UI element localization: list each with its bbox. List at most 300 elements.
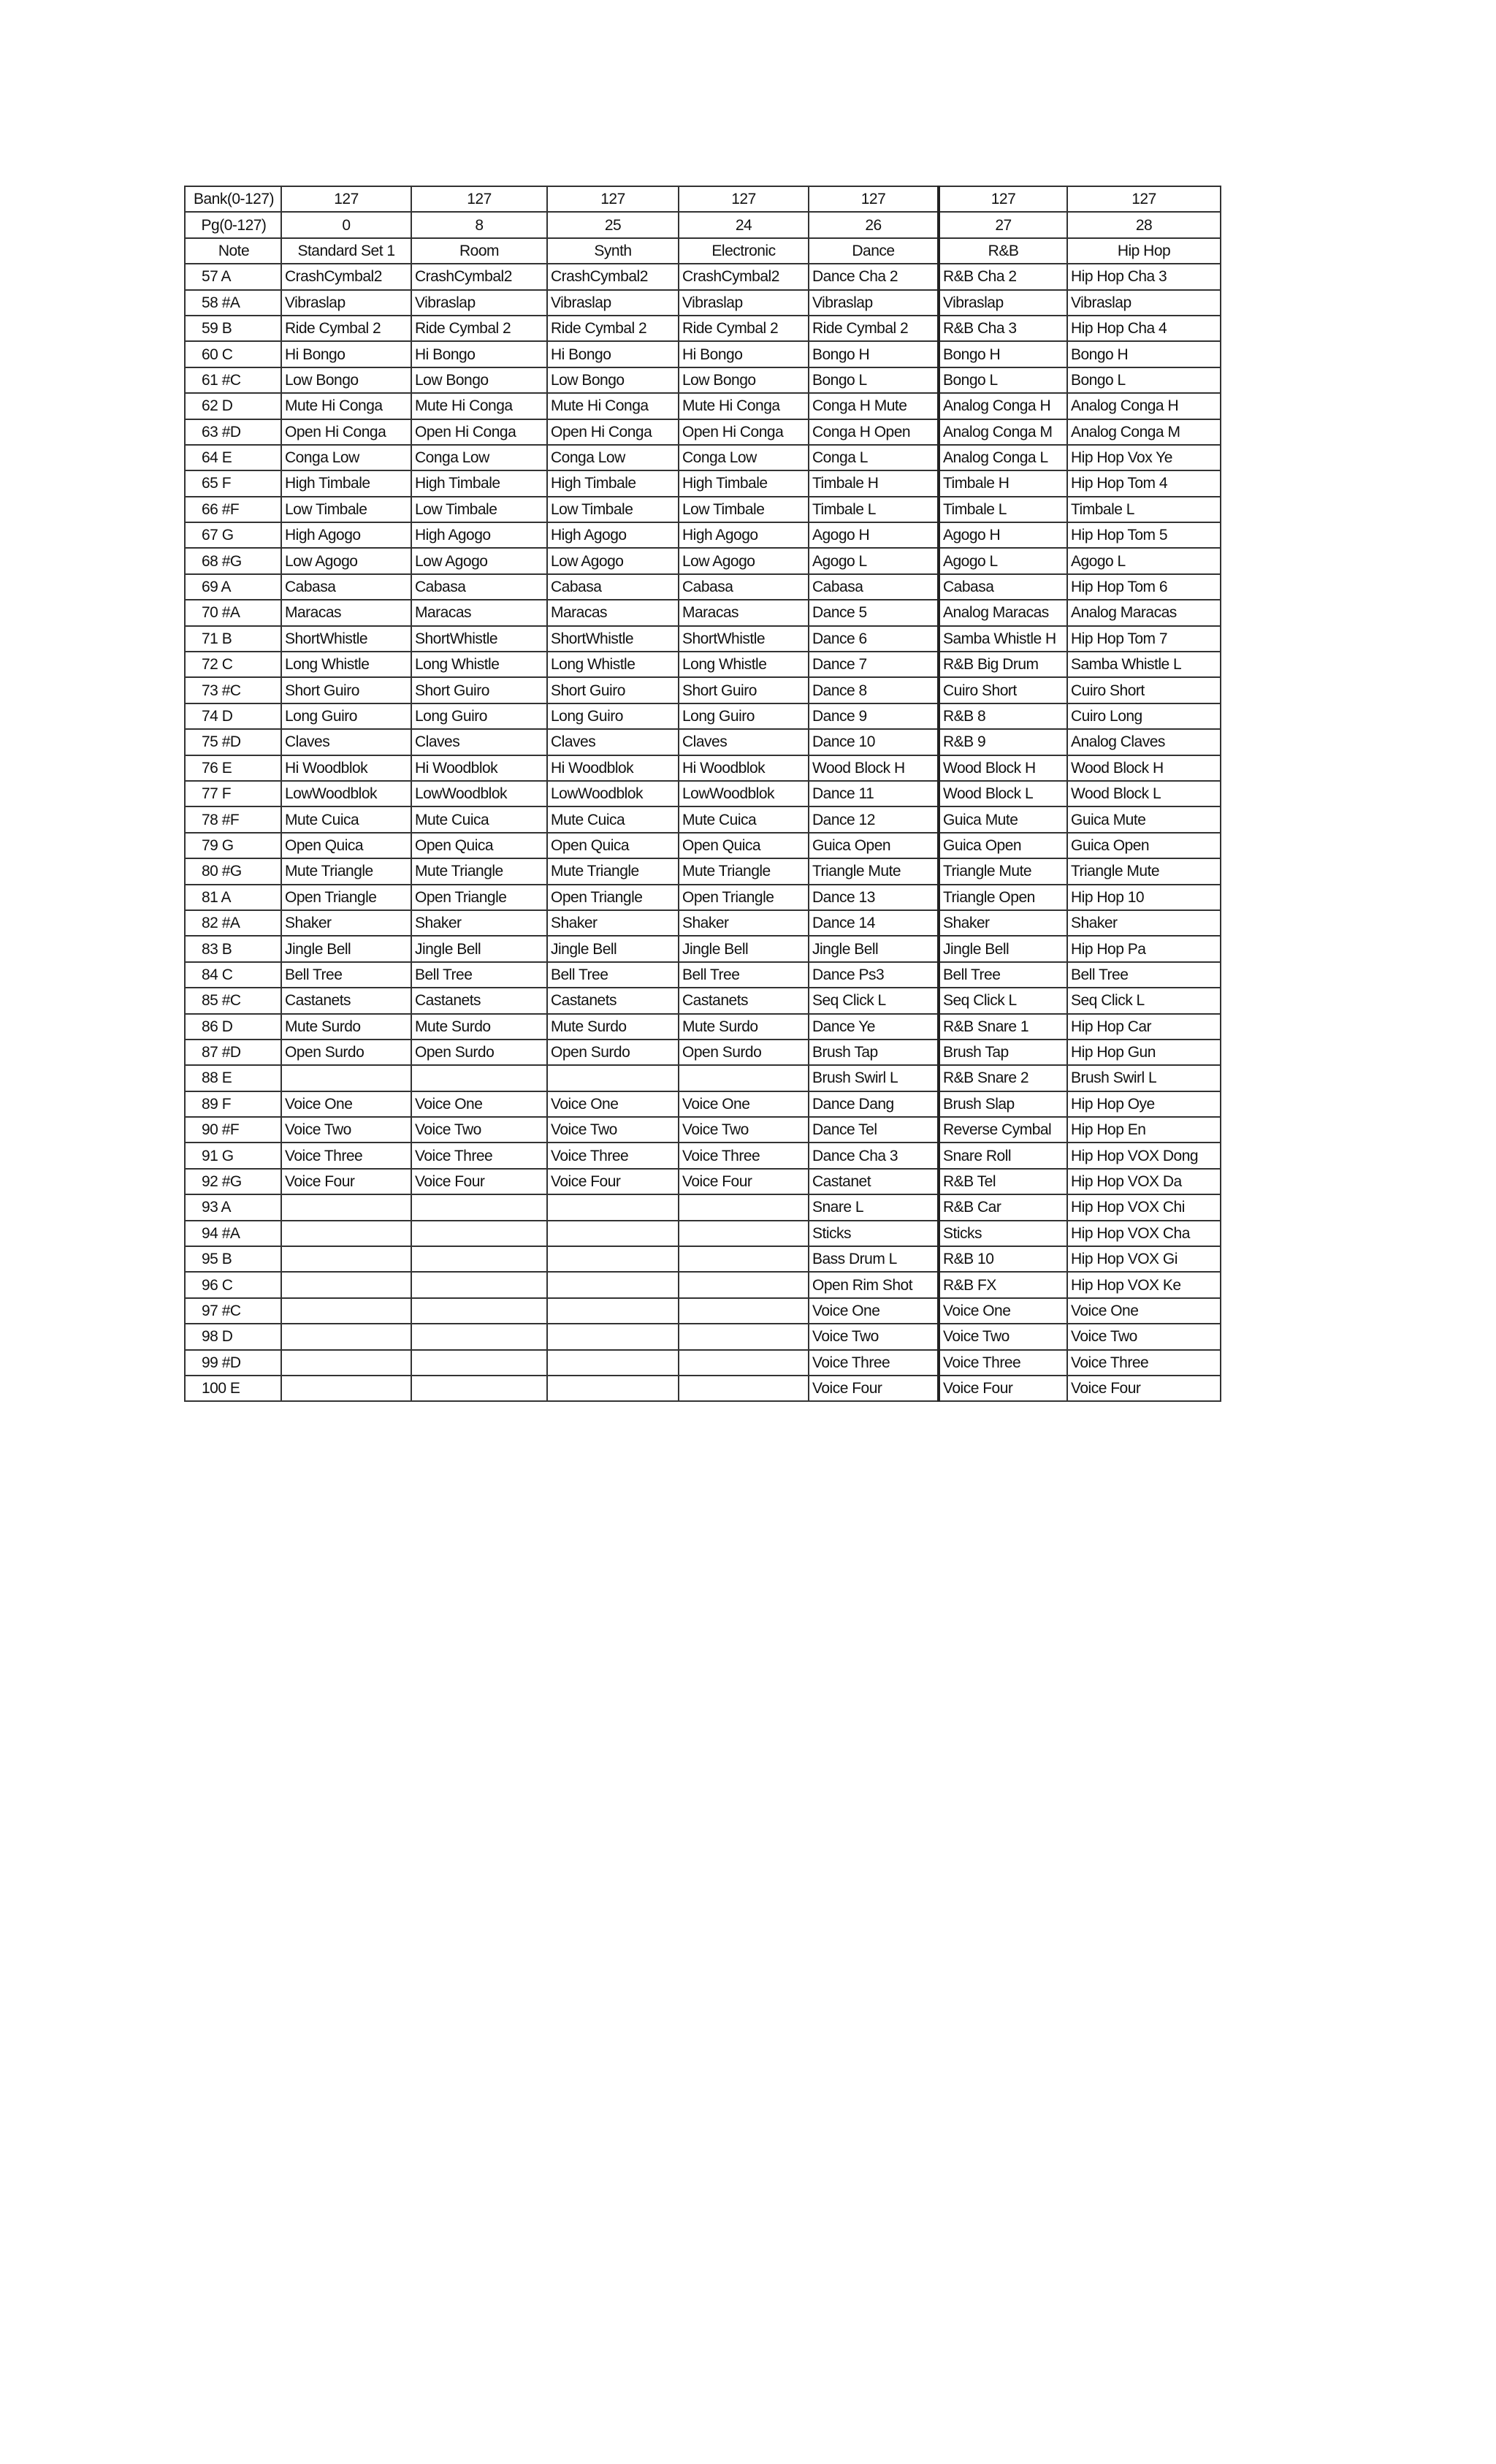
sound-cell: Timbale L: [939, 497, 1067, 522]
note-cell: 59 B: [185, 316, 281, 341]
sound-cell: Short Guiro: [547, 677, 679, 703]
sound-cell: Wood Block H: [1067, 755, 1221, 781]
sound-cell: Claves: [281, 729, 411, 755]
sound-cell: Open Surdo: [281, 1040, 411, 1065]
sound-cell: Voice Four: [547, 1169, 679, 1194]
sound-cell: Timbale L: [1067, 497, 1221, 522]
sound-cell: Analog Conga H: [939, 393, 1067, 419]
table-row: [185, 781, 1221, 806]
sound-cell: Voice Four: [1067, 1376, 1221, 1401]
sound-cell: Jingle Bell: [679, 936, 809, 961]
sound-cell: Bell Tree: [679, 962, 809, 988]
sound-cell: Voice Two: [939, 1324, 1067, 1349]
sound-cell: R&B Snare 1: [939, 1014, 1067, 1040]
sound-cell: Ride Cymbal 2: [281, 316, 411, 341]
sound-cell: Hi Woodblok: [411, 755, 547, 781]
sound-cell: R&B 9: [939, 729, 1067, 755]
sound-cell: Open Triangle: [411, 885, 547, 910]
sound-cell: R&B Cha 3: [939, 316, 1067, 341]
sound-cell: High Timbale: [281, 470, 411, 496]
sound-cell: Dance 9: [809, 703, 939, 729]
sound-cell: Dance 14: [809, 910, 939, 936]
sound-cell: Open Quica: [679, 833, 809, 858]
table-row: [185, 988, 1221, 1013]
note-cell: 64 E: [185, 445, 281, 470]
sound-cell: Dance Cha 3: [809, 1143, 939, 1168]
sound-cell: Hip Hop VOX Da: [1067, 1169, 1221, 1194]
sound-cell: Low Bongo: [281, 367, 411, 393]
sound-cell: CrashCymbal2: [281, 264, 411, 289]
sound-cell: Hi Bongo: [281, 341, 411, 367]
sound-cell: Hip Hop VOX Ke: [1067, 1272, 1221, 1297]
program-row: [185, 212, 1221, 237]
sound-cell: Voice Three: [1067, 1350, 1221, 1376]
sound-cell: Long Guiro: [281, 703, 411, 729]
sound-cell: Voice One: [547, 1091, 679, 1117]
note-cell: 91 G: [185, 1143, 281, 1168]
sound-cell: Vibraslap: [679, 290, 809, 316]
sound-cell: Seq Click L: [939, 988, 1067, 1013]
table-row: [185, 548, 1221, 573]
sound-cell: [411, 1246, 547, 1272]
header-cell: Standard Set 1: [281, 238, 411, 264]
sound-cell: Dance 5: [809, 600, 939, 625]
note-cell: 96 C: [185, 1272, 281, 1297]
sound-cell: [679, 1324, 809, 1349]
sound-cell: Long Whistle: [679, 652, 809, 677]
sound-cell: Mute Hi Conga: [547, 393, 679, 419]
sound-cell: Agogo H: [939, 522, 1067, 548]
sound-cell: Low Bongo: [547, 367, 679, 393]
sound-cell: CrashCymbal2: [547, 264, 679, 289]
sound-cell: Long Whistle: [547, 652, 679, 677]
note-cell: 62 D: [185, 393, 281, 419]
header-cell: 127: [411, 186, 547, 212]
sound-cell: Open Hi Conga: [679, 419, 809, 445]
sound-cell: Low Timbale: [679, 497, 809, 522]
sound-cell: Voice Three: [809, 1350, 939, 1376]
sound-cell: Cabasa: [547, 574, 679, 600]
sound-cell: Cuiro Short: [1067, 677, 1221, 703]
header-cell: 127: [939, 186, 1067, 212]
sound-cell: High Agogo: [547, 522, 679, 548]
note-cell: 71 B: [185, 626, 281, 652]
note-cell: 76 E: [185, 755, 281, 781]
sound-cell: Mute Triangle: [281, 858, 411, 884]
sound-cell: Snare L: [809, 1194, 939, 1220]
sound-cell: Hi Woodblok: [679, 755, 809, 781]
sound-cell: Analog Conga L: [939, 445, 1067, 470]
sound-cell: Dance 13: [809, 885, 939, 910]
sound-cell: Agogo L: [809, 548, 939, 573]
sound-cell: High Agogo: [679, 522, 809, 548]
table-row: [185, 1376, 1221, 1401]
sound-cell: Wood Block H: [809, 755, 939, 781]
sound-cell: Voice Three: [939, 1350, 1067, 1376]
sound-cell: Mute Hi Conga: [679, 393, 809, 419]
row-label-cell: Pg(0-127): [185, 212, 281, 237]
sound-cell: Low Timbale: [281, 497, 411, 522]
sound-cell: Hip Hop Cha 3: [1067, 264, 1221, 289]
sound-cell: Cabasa: [281, 574, 411, 600]
note-cell: 92 #G: [185, 1169, 281, 1194]
sound-cell: LowWoodblok: [411, 781, 547, 806]
sound-cell: Seq Click L: [809, 988, 939, 1013]
sound-cell: Low Agogo: [679, 548, 809, 573]
table-row: [185, 1194, 1221, 1220]
sound-cell: Mute Surdo: [281, 1014, 411, 1040]
sound-cell: [411, 1376, 547, 1401]
sound-cell: Guica Open: [939, 833, 1067, 858]
sound-cell: Hi Bongo: [411, 341, 547, 367]
sound-cell: Claves: [547, 729, 679, 755]
sound-cell: Open Hi Conga: [411, 419, 547, 445]
sound-cell: Voice Three: [411, 1143, 547, 1168]
sound-cell: Conga L: [809, 445, 939, 470]
sound-cell: LowWoodblok: [547, 781, 679, 806]
header-cell: Dance: [809, 238, 939, 264]
sound-cell: Vibraslap: [1067, 290, 1221, 316]
table-row: [185, 1246, 1221, 1272]
sound-cell: Voice One: [939, 1298, 1067, 1324]
sound-cell: Conga H Open: [809, 419, 939, 445]
sound-cell: Open Rim Shot: [809, 1272, 939, 1297]
sound-cell: Mute Surdo: [679, 1014, 809, 1040]
sound-cell: [547, 1194, 679, 1220]
sound-cell: Low Agogo: [281, 548, 411, 573]
sound-cell: Castanets: [281, 988, 411, 1013]
sound-cell: Bongo L: [809, 367, 939, 393]
table-row: [185, 341, 1221, 367]
sound-cell: Open Surdo: [411, 1040, 547, 1065]
header-cell: Synth: [547, 238, 679, 264]
sound-cell: Castanets: [547, 988, 679, 1013]
header-cell: 0: [281, 212, 411, 237]
sound-cell: Castanet: [809, 1169, 939, 1194]
sound-cell: Samba Whistle H: [939, 626, 1067, 652]
note-cell: 66 #F: [185, 497, 281, 522]
sound-cell: Maracas: [547, 600, 679, 625]
sound-cell: Guica Open: [809, 833, 939, 858]
sound-cell: Jingle Bell: [547, 936, 679, 961]
header-cell: 127: [809, 186, 939, 212]
sound-cell: Sticks: [939, 1221, 1067, 1246]
table-row: [185, 522, 1221, 548]
note-cell: 58 #A: [185, 290, 281, 316]
table-row: [185, 910, 1221, 936]
table-row: [185, 470, 1221, 496]
note-cell: 80 #G: [185, 858, 281, 884]
drum-kit-table-body: [185, 186, 1221, 1401]
sound-cell: High Timbale: [547, 470, 679, 496]
sound-cell: [547, 1376, 679, 1401]
sound-cell: Bongo H: [1067, 341, 1221, 367]
note-cell: 100 E: [185, 1376, 281, 1401]
sound-cell: R&B Car: [939, 1194, 1067, 1220]
sound-cell: [547, 1350, 679, 1376]
sound-cell: Maracas: [411, 600, 547, 625]
sound-cell: R&B FX: [939, 1272, 1067, 1297]
sound-cell: Vibraslap: [547, 290, 679, 316]
table-row: [185, 755, 1221, 781]
sound-cell: Analog Conga M: [1067, 419, 1221, 445]
sound-cell: Analog Claves: [1067, 729, 1221, 755]
note-cell: 73 #C: [185, 677, 281, 703]
sound-cell: Analog Maracas: [1067, 600, 1221, 625]
sound-cell: [411, 1324, 547, 1349]
table-row: [185, 316, 1221, 341]
table-row: [185, 497, 1221, 522]
sound-cell: [281, 1272, 411, 1297]
sound-cell: ShortWhistle: [411, 626, 547, 652]
header-cell: 26: [809, 212, 939, 237]
sound-cell: Voice Four: [281, 1169, 411, 1194]
sound-cell: Triangle Mute: [1067, 858, 1221, 884]
sound-cell: Shaker: [939, 910, 1067, 936]
sound-cell: Wood Block L: [1067, 781, 1221, 806]
sound-cell: Dance 10: [809, 729, 939, 755]
sound-cell: Hip Hop Tom 6: [1067, 574, 1221, 600]
sound-cell: LowWoodblok: [281, 781, 411, 806]
note-cell: 63 #D: [185, 419, 281, 445]
sound-cell: Jingle Bell: [281, 936, 411, 961]
sound-cell: Timbale H: [939, 470, 1067, 496]
sound-cell: ShortWhistle: [679, 626, 809, 652]
note-cell: 84 C: [185, 962, 281, 988]
sound-cell: Shaker: [281, 910, 411, 936]
table-row: [185, 626, 1221, 652]
sound-cell: Voice One: [411, 1091, 547, 1117]
sound-cell: R&B Cha 2: [939, 264, 1067, 289]
note-cell: 75 #D: [185, 729, 281, 755]
sound-cell: LowWoodblok: [679, 781, 809, 806]
sound-cell: Long Whistle: [281, 652, 411, 677]
sound-cell: [679, 1246, 809, 1272]
sound-cell: Cuiro Short: [939, 677, 1067, 703]
sound-cell: Low Timbale: [411, 497, 547, 522]
note-cell: 61 #C: [185, 367, 281, 393]
note-cell: 85 #C: [185, 988, 281, 1013]
sound-cell: Analog Maracas: [939, 600, 1067, 625]
sound-cell: R&B 10: [939, 1246, 1067, 1272]
sound-cell: [547, 1324, 679, 1349]
sound-cell: [547, 1221, 679, 1246]
sound-cell: Bell Tree: [281, 962, 411, 988]
note-cell: 83 B: [185, 936, 281, 961]
sound-cell: Mute Triangle: [411, 858, 547, 884]
note-cell: 57 A: [185, 264, 281, 289]
sound-cell: Bongo H: [809, 341, 939, 367]
sound-cell: [281, 1350, 411, 1376]
sound-cell: [679, 1376, 809, 1401]
sound-cell: Hip Hop VOX Chi: [1067, 1194, 1221, 1220]
sound-cell: Dance 12: [809, 806, 939, 832]
sound-cell: Open Triangle: [281, 885, 411, 910]
table-row: [185, 600, 1221, 625]
sound-cell: Vibraslap: [281, 290, 411, 316]
table-row: [185, 264, 1221, 289]
sound-cell: Open Triangle: [547, 885, 679, 910]
sound-cell: Low Bongo: [411, 367, 547, 393]
sound-cell: Hip Hop VOX Dong: [1067, 1143, 1221, 1168]
sound-cell: [281, 1376, 411, 1401]
sound-cell: [281, 1194, 411, 1220]
sound-cell: Hi Woodblok: [547, 755, 679, 781]
table-row: [185, 936, 1221, 961]
table-row: [185, 1324, 1221, 1349]
note-cell: 78 #F: [185, 806, 281, 832]
sound-cell: Low Agogo: [411, 548, 547, 573]
sound-cell: Open Hi Conga: [547, 419, 679, 445]
sound-cell: Dance 11: [809, 781, 939, 806]
sound-cell: Guica Open: [1067, 833, 1221, 858]
sound-cell: [281, 1065, 411, 1091]
note-cell: 98 D: [185, 1324, 281, 1349]
sound-cell: [281, 1298, 411, 1324]
table-row: [185, 1143, 1221, 1168]
sound-cell: Sticks: [809, 1221, 939, 1246]
sound-cell: Voice Two: [1067, 1324, 1221, 1349]
sound-cell: Long Guiro: [547, 703, 679, 729]
sound-cell: Low Timbale: [547, 497, 679, 522]
sound-cell: Voice Two: [809, 1324, 939, 1349]
sound-cell: Mute Surdo: [547, 1014, 679, 1040]
sound-cell: Hip Hop Tom 7: [1067, 626, 1221, 652]
sound-cell: [411, 1065, 547, 1091]
note-cell: 89 F: [185, 1091, 281, 1117]
sound-cell: Dance 6: [809, 626, 939, 652]
note-cell: 81 A: [185, 885, 281, 910]
sound-cell: Mute Cuica: [679, 806, 809, 832]
sound-cell: Bass Drum L: [809, 1246, 939, 1272]
sound-cell: Triangle Mute: [809, 858, 939, 884]
table-row: [185, 1117, 1221, 1143]
note-cell: 90 #F: [185, 1117, 281, 1143]
sound-cell: Hip Hop Pa: [1067, 936, 1221, 961]
sound-cell: Hip Hop Car: [1067, 1014, 1221, 1040]
note-cell: 93 A: [185, 1194, 281, 1220]
sound-cell: Dance 7: [809, 652, 939, 677]
table-row: [185, 445, 1221, 470]
sound-cell: Long Guiro: [679, 703, 809, 729]
note-cell: 68 #G: [185, 548, 281, 573]
sound-cell: Wood Block H: [939, 755, 1067, 781]
table-row: [185, 806, 1221, 832]
sound-cell: Reverse Cymbal: [939, 1117, 1067, 1143]
sound-cell: Voice Two: [281, 1117, 411, 1143]
sound-cell: Voice Three: [281, 1143, 411, 1168]
sound-cell: Castanets: [411, 988, 547, 1013]
sound-cell: Agogo L: [939, 548, 1067, 573]
table-row: [185, 1040, 1221, 1065]
sound-cell: [281, 1221, 411, 1246]
sound-cell: [547, 1065, 679, 1091]
sound-cell: [281, 1246, 411, 1272]
sound-cell: Bell Tree: [939, 962, 1067, 988]
table-row: [185, 290, 1221, 316]
sound-cell: Dance Ps3: [809, 962, 939, 988]
sound-cell: Shaker: [547, 910, 679, 936]
note-cell: 97 #C: [185, 1298, 281, 1324]
sound-cell: Bell Tree: [1067, 962, 1221, 988]
sound-cell: Analog Conga M: [939, 419, 1067, 445]
sound-cell: Long Whistle: [411, 652, 547, 677]
sound-cell: Cabasa: [679, 574, 809, 600]
sound-cell: [679, 1350, 809, 1376]
sound-cell: Shaker: [1067, 910, 1221, 936]
sound-cell: Hip Hop VOX Cha: [1067, 1221, 1221, 1246]
sound-cell: Voice One: [281, 1091, 411, 1117]
sound-cell: Hip Hop 10: [1067, 885, 1221, 910]
sound-cell: Vibraslap: [809, 290, 939, 316]
header-cell: 27: [939, 212, 1067, 237]
sound-cell: Shaker: [411, 910, 547, 936]
sound-cell: Analog Conga H: [1067, 393, 1221, 419]
table-row: [185, 677, 1221, 703]
sound-cell: Long Guiro: [411, 703, 547, 729]
sound-cell: Voice Four: [939, 1376, 1067, 1401]
sound-cell: Claves: [679, 729, 809, 755]
sound-cell: CrashCymbal2: [411, 264, 547, 289]
note-cell: 72 C: [185, 652, 281, 677]
sound-cell: Short Guiro: [679, 677, 809, 703]
sound-cell: Hi Woodblok: [281, 755, 411, 781]
sound-cell: [679, 1298, 809, 1324]
sound-cell: Samba Whistle L: [1067, 652, 1221, 677]
table-row: [185, 1350, 1221, 1376]
table-row: [185, 962, 1221, 988]
note-cell: 86 D: [185, 1014, 281, 1040]
sound-cell: Brush Swirl L: [1067, 1065, 1221, 1091]
table-row: [185, 885, 1221, 910]
sound-cell: Hip Hop En: [1067, 1117, 1221, 1143]
sound-cell: [411, 1298, 547, 1324]
sound-cell: R&B Big Drum: [939, 652, 1067, 677]
sound-cell: Jingle Bell: [809, 936, 939, 961]
sound-cell: Jingle Bell: [939, 936, 1067, 961]
note-cell: 87 #D: [185, 1040, 281, 1065]
sound-cell: Ride Cymbal 2: [679, 316, 809, 341]
sound-cell: Shaker: [679, 910, 809, 936]
note-cell: 67 G: [185, 522, 281, 548]
table-row: [185, 833, 1221, 858]
sound-cell: Short Guiro: [411, 677, 547, 703]
sound-cell: Ride Cymbal 2: [547, 316, 679, 341]
sound-cell: Timbale L: [809, 497, 939, 522]
header-cell: 127: [281, 186, 411, 212]
sound-cell: Hi Bongo: [547, 341, 679, 367]
sound-cell: Brush Slap: [939, 1091, 1067, 1117]
sound-cell: Timbale H: [809, 470, 939, 496]
table-row: [185, 1298, 1221, 1324]
note-cell: 74 D: [185, 703, 281, 729]
sound-cell: Short Guiro: [281, 677, 411, 703]
sound-cell: [679, 1221, 809, 1246]
sound-cell: Dance Ye: [809, 1014, 939, 1040]
sound-cell: Hip Hop VOX Gi: [1067, 1246, 1221, 1272]
sound-cell: Conga Low: [411, 445, 547, 470]
note-cell: 60 C: [185, 341, 281, 367]
sound-cell: Triangle Mute: [939, 858, 1067, 884]
sound-cell: Agogo H: [809, 522, 939, 548]
sound-cell: [679, 1272, 809, 1297]
row-label-cell: Note: [185, 238, 281, 264]
table-row: [185, 1065, 1221, 1091]
drum-kit-table: [184, 186, 1221, 1402]
sound-cell: Open Quica: [411, 833, 547, 858]
sound-cell: Seq Click L: [1067, 988, 1221, 1013]
header-cell: 127: [679, 186, 809, 212]
